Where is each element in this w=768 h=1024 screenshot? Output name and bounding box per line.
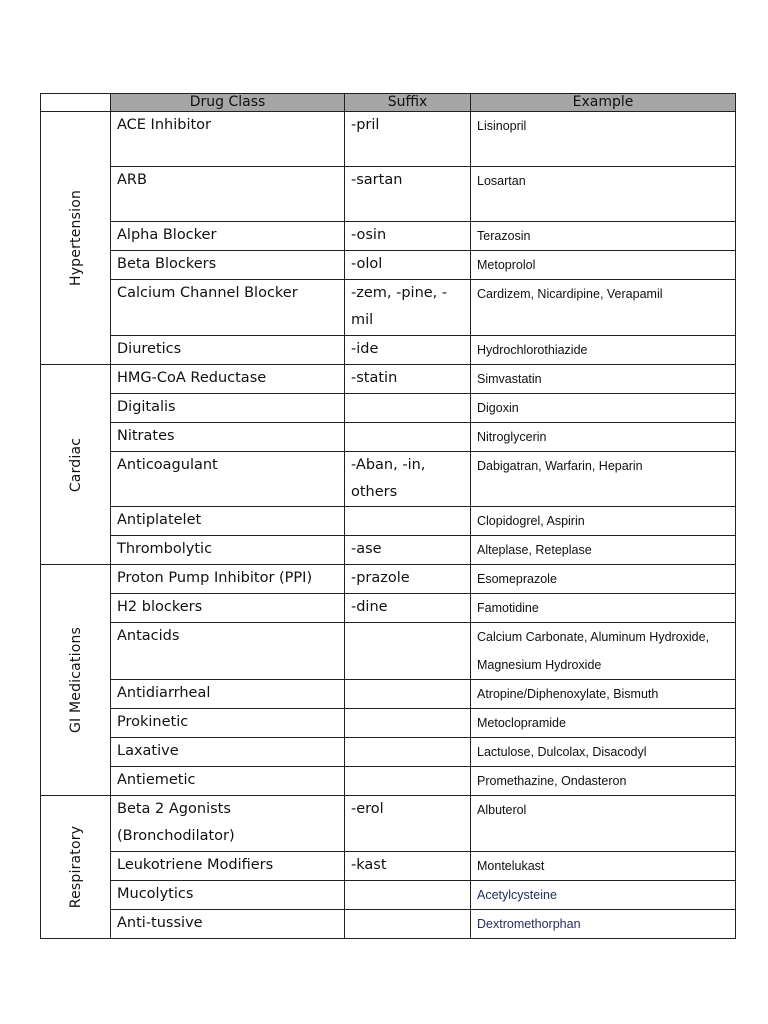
suffix-cell: -kast bbox=[345, 852, 471, 881]
table-row bbox=[41, 738, 736, 767]
drug-class-cell: Diuretics bbox=[111, 336, 345, 365]
drug-class-cell: Mucolytics bbox=[111, 881, 345, 910]
table-row bbox=[41, 594, 736, 623]
drug-class-cell: Thrombolytic bbox=[111, 536, 345, 565]
suffix-cell: -dine bbox=[345, 594, 471, 623]
table-row bbox=[41, 623, 736, 680]
suffix-cell: -Aban, -in, others bbox=[345, 452, 471, 507]
table-row bbox=[41, 251, 736, 280]
example-cell: Atropine/Diphenoxylate, Bismuth bbox=[471, 680, 736, 709]
example-cell: Metoclopramide bbox=[471, 709, 736, 738]
drug-class-cell: Alpha Blocker bbox=[111, 222, 345, 251]
suffix-cell: -pril bbox=[345, 112, 471, 167]
example-cell: Metoprolol bbox=[471, 251, 736, 280]
example-cell: Famotidine bbox=[471, 594, 736, 623]
suffix-header: Suffix bbox=[345, 94, 471, 112]
table-row bbox=[41, 280, 736, 336]
suffix-cell: -ide bbox=[345, 336, 471, 365]
drug-class-cell: Anticoagulant bbox=[111, 452, 345, 507]
example-cell: Losartan bbox=[471, 167, 736, 222]
example-cell: Calcium Carbonate, Aluminum Hydroxide, Magnesium Hydroxide bbox=[471, 623, 736, 680]
table-row bbox=[41, 336, 736, 365]
drug-class-cell: ACE Inhibitor bbox=[111, 112, 345, 167]
suffix-cell: -prazole bbox=[345, 565, 471, 594]
table-row bbox=[41, 112, 736, 167]
category-cell-respiratory bbox=[41, 796, 111, 939]
suffix-cell bbox=[345, 767, 471, 796]
table-row bbox=[41, 910, 736, 939]
example-cell: Lisinopril bbox=[471, 112, 736, 167]
suffix-cell: -ase bbox=[345, 536, 471, 565]
suffix-cell: -erol bbox=[345, 796, 471, 852]
table-body bbox=[41, 112, 736, 939]
suffix-cell bbox=[345, 507, 471, 536]
drug-class-cell: Leukotriene Modifiers bbox=[111, 852, 345, 881]
suffix-cell bbox=[345, 394, 471, 423]
drug-class-cell: Antidiarrheal bbox=[111, 680, 345, 709]
example-cell: Dabigatran, Warfarin, Heparin bbox=[471, 452, 736, 507]
table-row bbox=[41, 709, 736, 738]
drug-class-cell: Calcium Channel Blocker bbox=[111, 280, 345, 336]
drug-class-cell: H2 blockers bbox=[111, 594, 345, 623]
suffix-cell bbox=[345, 738, 471, 767]
drug-class-cell: Digitalis bbox=[111, 394, 345, 423]
table-row bbox=[41, 565, 736, 594]
example-cell: Lactulose, Dulcolax, Disacodyl bbox=[471, 738, 736, 767]
table-row bbox=[41, 452, 736, 507]
drug-class-cell: Antacids bbox=[111, 623, 345, 680]
example-cell: Albuterol bbox=[471, 796, 736, 852]
category-header-blank bbox=[41, 94, 111, 112]
suffix-cell: -statin bbox=[345, 365, 471, 394]
category-label: Hypertension bbox=[67, 189, 84, 287]
suffix-cell bbox=[345, 910, 471, 939]
drug-class-table bbox=[40, 93, 736, 939]
table-row bbox=[41, 423, 736, 452]
drug-class-cell: Nitrates bbox=[111, 423, 345, 452]
suffix-cell: -osin bbox=[345, 222, 471, 251]
category-label: Respiratory bbox=[67, 825, 84, 909]
drug-class-header: Drug Class bbox=[111, 94, 345, 112]
drug-class-cell: Laxative bbox=[111, 738, 345, 767]
table-row bbox=[41, 680, 736, 709]
drug-class-cell: Prokinetic bbox=[111, 709, 345, 738]
suffix-cell bbox=[345, 623, 471, 680]
category-cell-gi-medications bbox=[41, 565, 111, 796]
category-cell-cardiac bbox=[41, 365, 111, 565]
drug-class-cell: HMG-CoA Reductase bbox=[111, 365, 345, 394]
suffix-cell bbox=[345, 423, 471, 452]
drug-class-cell: Beta 2 Agonists (Bronchodilator) bbox=[111, 796, 345, 852]
example-cell: Cardizem, Nicardipine, Verapamil bbox=[471, 280, 736, 336]
suffix-cell bbox=[345, 709, 471, 738]
drug-class-cell: Anti-tussive bbox=[111, 910, 345, 939]
example-cell: Dextromethorphan bbox=[471, 910, 736, 939]
suffix-cell: -zem, -pine, -mil bbox=[345, 280, 471, 336]
table-row bbox=[41, 767, 736, 796]
example-cell: Esomeprazole bbox=[471, 565, 736, 594]
example-cell: Digoxin bbox=[471, 394, 736, 423]
example-cell: Nitroglycerin bbox=[471, 423, 736, 452]
drug-class-cell: Antiplatelet bbox=[111, 507, 345, 536]
example-cell: Clopidogrel, Aspirin bbox=[471, 507, 736, 536]
category-label: Cardiac bbox=[67, 437, 84, 492]
category-cell-hypertension bbox=[41, 112, 111, 365]
suffix-cell bbox=[345, 881, 471, 910]
example-cell: Montelukast bbox=[471, 852, 736, 881]
header-row bbox=[41, 94, 736, 112]
example-cell: Alteplase, Reteplase bbox=[471, 536, 736, 565]
table-row bbox=[41, 536, 736, 565]
drug-class-cell: Proton Pump Inhibitor (PPI) bbox=[111, 565, 345, 594]
table-row bbox=[41, 852, 736, 881]
category-label: GI Medications bbox=[67, 626, 84, 734]
drug-class-cell: Antiemetic bbox=[111, 767, 345, 796]
example-cell: Promethazine, Ondasteron bbox=[471, 767, 736, 796]
suffix-cell: -olol bbox=[345, 251, 471, 280]
table-row bbox=[41, 796, 736, 852]
suffix-cell: -sartan bbox=[345, 167, 471, 222]
table-row bbox=[41, 167, 736, 222]
table-row bbox=[41, 394, 736, 423]
table-row bbox=[41, 365, 736, 394]
example-cell: Simvastatin bbox=[471, 365, 736, 394]
table-row bbox=[41, 507, 736, 536]
drug-class-cell: ARB bbox=[111, 167, 345, 222]
drug-class-cell: Beta Blockers bbox=[111, 251, 345, 280]
suffix-cell bbox=[345, 680, 471, 709]
table-row bbox=[41, 222, 736, 251]
example-header: Example bbox=[471, 94, 736, 112]
table-row bbox=[41, 881, 736, 910]
example-cell: Acetylcysteine bbox=[471, 881, 736, 910]
example-cell: Terazosin bbox=[471, 222, 736, 251]
example-cell: Hydrochlorothiazide bbox=[471, 336, 736, 365]
